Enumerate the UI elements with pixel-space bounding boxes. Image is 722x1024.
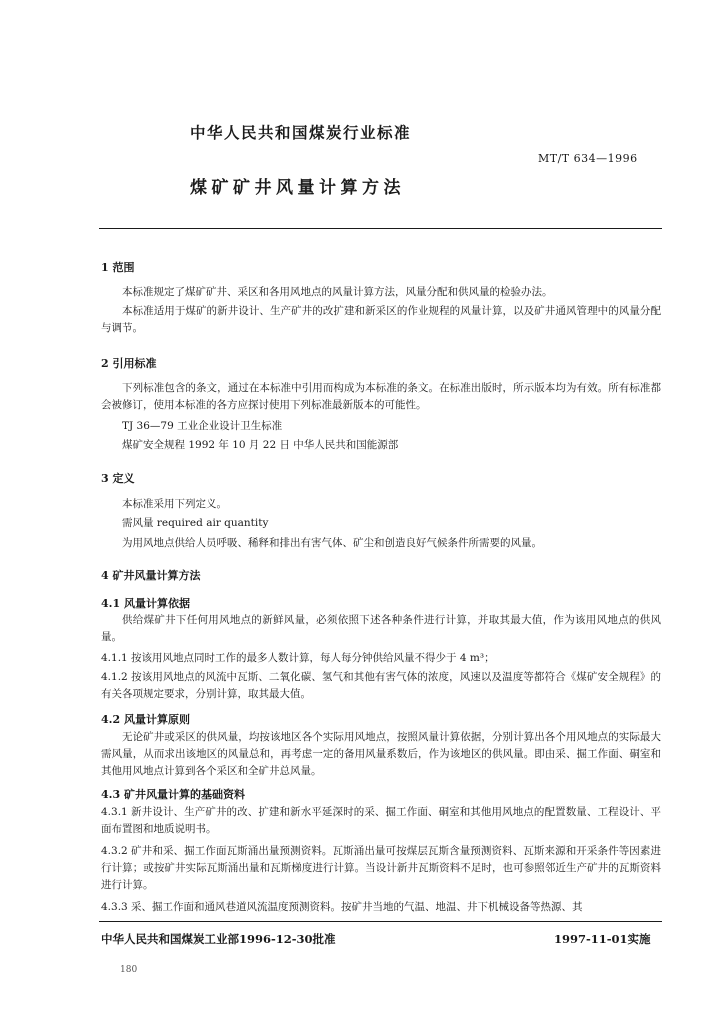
section-4-3-heading: 4.3 矿井风量计算的基础资料 [101,788,245,801]
approval-line: 中华人民共和国煤炭工业部1996-12-30批准 [101,932,336,946]
section-3-paragraph-1: 本标准采用下列定义。 [122,498,227,510]
section-4-2-heading: 4.2 风量计算原则 [101,713,190,726]
section-2-paragraph-1: 下列标准包含的条文，通过在本标准中引用而构成为本标准的条文。在标准出版时，所示版本均为有效。所有标准都会被修订，使用本标准的各方应探讨使用下列标准最新版本的可能性。 [101,382,661,411]
reference-2: 煤矿安全规程 1992 年 10 月 22 日 中华人民共和国能源部 [122,439,399,451]
section-4-2-paragraph: 无论矿井或采区的供风量，均按该地区各个实际用风地点，按照风量计算依据，分别计算出各个用风地点的实际最大需风量，从而求出该地区的风量总和，再考虑一定的备用风量系数后，作为该地区的供风量。即由采、掘工作面、硐室和其他用风地点计算到各个采区和全矿井总风量。 [101,731,661,777]
clause-4-3-1: 4.3.1 新井设计、生产矿井的改、扩建和新水平延深时的采、掘工作面、硐室和其他用风地点的配置数量、工程设计、平面布置图和地质说明书。 [101,806,661,835]
section-4-heading: 4 矿井风量计算方法 [101,569,201,582]
clause-4-3-2: 4.3.2 矿井和采、掘工作面瓦斯涌出量预测资料。瓦斯涌出量可按煤层瓦斯含量预测资料、瓦斯来源和开采条件等因素进行计算；或按矿井实际瓦斯涌出量和瓦斯梯度进行计算。当设计新井瓦斯资料不足时，也可参照邻近生产矿井的瓦斯资料进行计算。 [101,845,661,891]
section-4-1-paragraph: 供给煤矿井下任何用风地点的新鲜风量，必须依照下述各种条件进行计算，并取其最大值，作为该用风地点的供风量。 [101,614,661,643]
page-number: 180 [120,965,138,975]
implementation-date: 1997-11-01实施 [554,932,651,946]
section-1-heading: 1 范围 [101,261,135,274]
section-2-heading: 2 引用标准 [101,357,157,370]
footer-rule [99,921,662,922]
document-title: 煤矿矿井风量计算方法 [190,178,405,198]
section-4-1-heading: 4.1 风量计算依据 [101,597,190,610]
issuer-heading: 中华人民共和国煤炭行业标准 [190,123,412,142]
section-1-paragraph-2: 本标准适用于煤矿的新井设计、生产矿井的改扩建和新采区的作业规程的风量计算，以及矿井通风管理中的风量分配与调节。 [101,305,661,334]
section-3-heading: 3 定义 [101,472,135,485]
standard-number: MT/T 634—1996 [538,152,638,165]
definition-term: 需风量 required air quantity [122,517,269,529]
clause-4-1-1: 4.1.1 按该用风地点同时工作的最多人数计算，每人每分钟供给风量不得少于 4 m³； [101,652,495,664]
definition-text: 为用风地点供给人员呼吸、稀释和排出有害气体、矿尘和创造良好气候条件所需要的风量。 [122,537,542,549]
clause-4-3-3: 4.3.3 采、掘工作面和通风巷道风流温度预测资料。按矿井当地的气温、地温、井下机械设备等热源、其 [101,901,583,913]
section-1-paragraph-1: 本标准规定了煤矿矿井、采区和各用风地点的风量计算方法，风量分配和供风量的检验办法。 [122,286,553,298]
reference-1: TJ 36—79 工业企业设计卫生标准 [122,420,283,432]
header-rule [99,228,662,229]
clause-4-1-2: 4.1.2 按该用风地点的风流中瓦斯、二氧化碳、氢气和其他有害气体的浓度，风速以及温度等都符合《煤矿安全规程》的有关各项规定要求，分别计算，取其最大值。 [101,671,661,700]
